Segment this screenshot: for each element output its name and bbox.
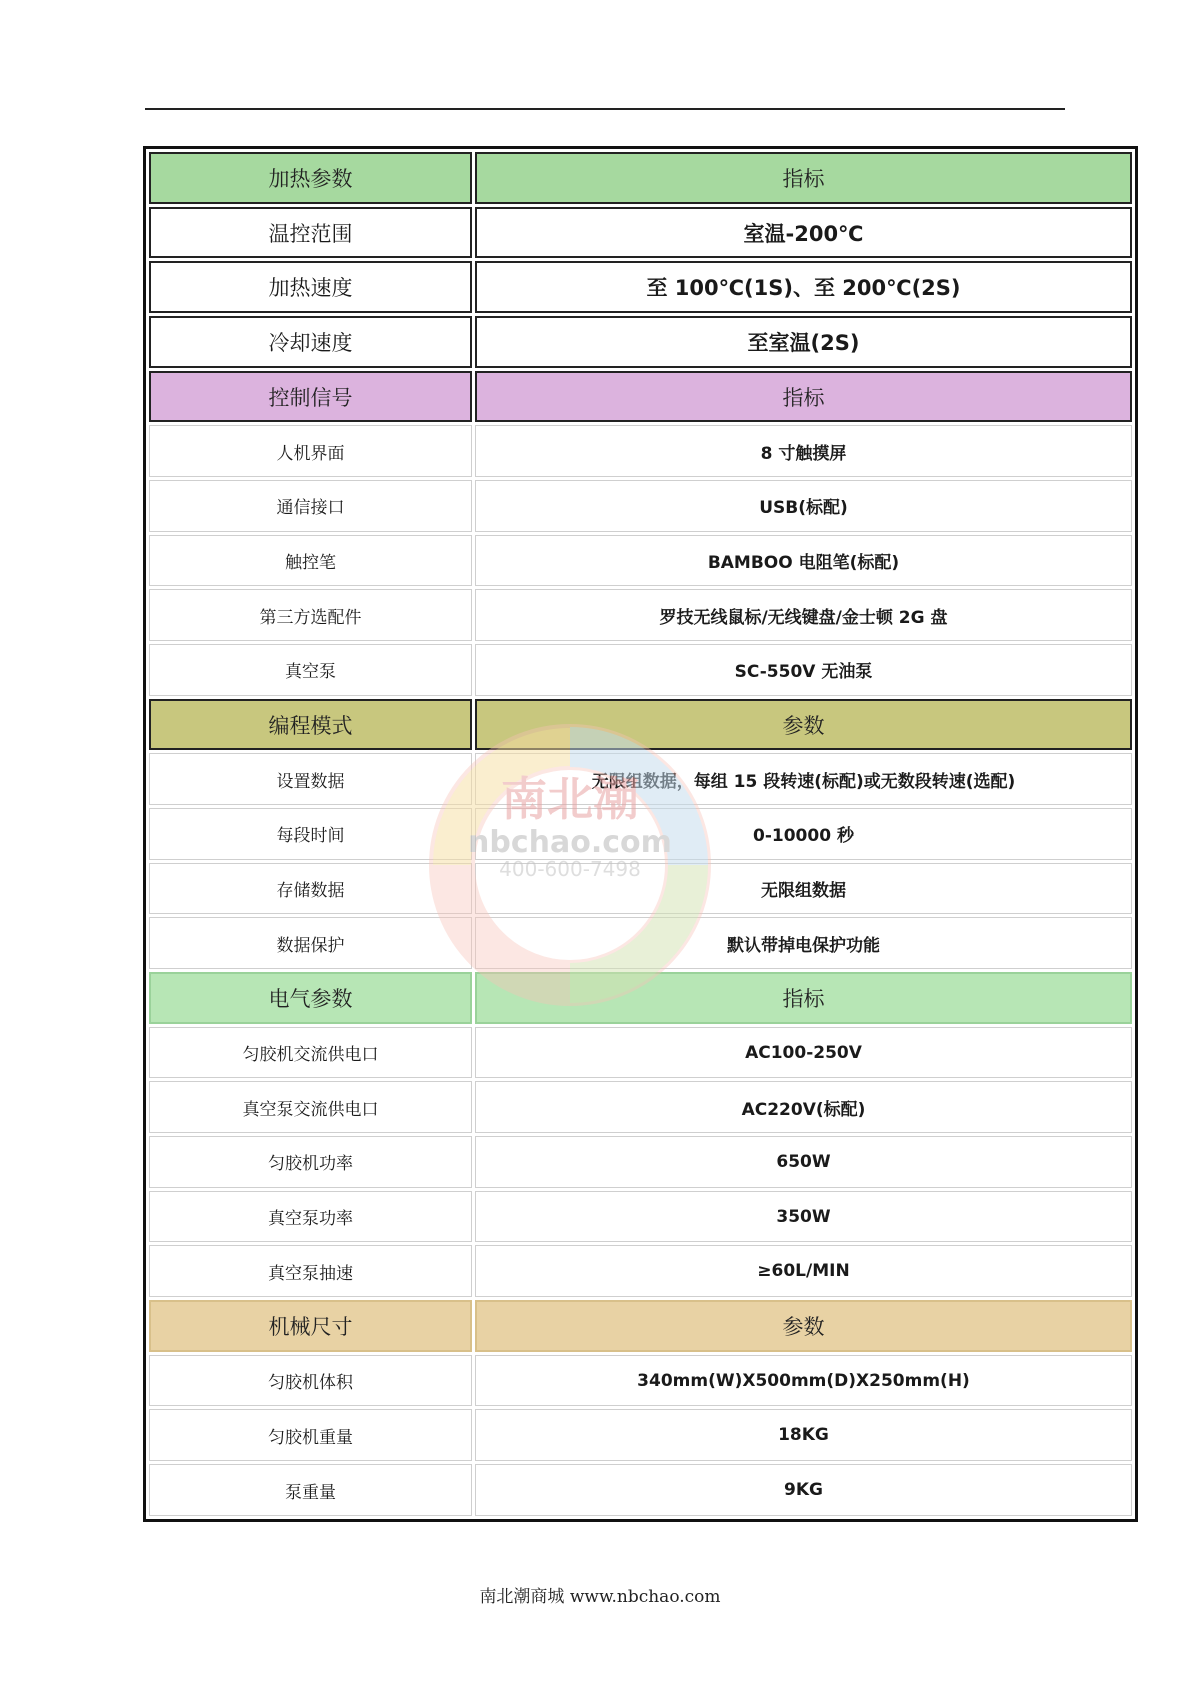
spec-param-value: 9KG xyxy=(475,1464,1132,1516)
spec-table xyxy=(143,146,1138,1522)
spec-row xyxy=(149,917,1132,969)
spec-param-value: 至 100℃(1S)、至 200℃(2S) xyxy=(475,261,1132,313)
section-header-row xyxy=(149,371,1132,423)
spec-param-value: AC220V(标配) xyxy=(475,1081,1132,1133)
spec-param-name: 存储数据 xyxy=(149,863,472,915)
spec-row xyxy=(149,589,1132,641)
spec-row xyxy=(149,644,1132,696)
spec-param-value: 无限组数据 xyxy=(475,863,1132,915)
spec-param-name: 真空泵功率 xyxy=(149,1191,472,1243)
spec-param-name: 每段时间 xyxy=(149,808,472,860)
spec-param-value: USB(标配) xyxy=(475,480,1132,532)
watermark-name: 南北潮 xyxy=(501,772,639,826)
spec-row xyxy=(149,535,1132,587)
spec-param-value: BAMBOO 电阻笔(标配) xyxy=(475,535,1132,587)
spec-param-name: 真空泵抽速 xyxy=(149,1245,472,1297)
spec-param-name: 加热速度 xyxy=(149,261,472,313)
spec-param-name: 第三方选配件 xyxy=(149,589,472,641)
spec-row xyxy=(149,1355,1132,1407)
spec-table-body xyxy=(149,152,1132,1516)
watermark-phone: 400-600-7498 xyxy=(499,857,641,881)
spec-param-value: ≥60L/MIN xyxy=(475,1245,1132,1297)
spec-param-value: 室温-200℃ xyxy=(475,207,1132,259)
spec-param-value: SC-550V 无油泵 xyxy=(475,644,1132,696)
spec-param-value: 8 寸触摸屏 xyxy=(475,425,1132,477)
spec-param-value: 18KG xyxy=(475,1409,1132,1461)
spec-row xyxy=(149,425,1132,477)
spec-row xyxy=(149,753,1132,805)
section-column-label: 参数 xyxy=(475,1300,1132,1352)
section-header-row xyxy=(149,1300,1132,1352)
section-title: 电气参数 xyxy=(149,972,472,1024)
spec-param-name: 泵重量 xyxy=(149,1464,472,1516)
section-title: 编程模式 xyxy=(149,699,472,751)
spec-param-name: 触控笔 xyxy=(149,535,472,587)
spec-param-value: 0-10000 秒 xyxy=(475,808,1132,860)
section-header-row xyxy=(149,699,1132,751)
page-footer: 南北潮商城 www.nbchao.com xyxy=(479,1587,721,1607)
section-title: 控制信号 xyxy=(149,371,472,423)
spec-param-name: 通信接口 xyxy=(149,480,472,532)
spec-row xyxy=(149,1191,1132,1243)
watermark-domain: nbchao.com xyxy=(468,825,672,860)
spec-param-name: 匀胶机交流供电口 xyxy=(149,1027,472,1079)
spec-param-name: 真空泵交流供电口 xyxy=(149,1081,472,1133)
spec-row xyxy=(149,1136,1132,1188)
spec-row xyxy=(149,480,1132,532)
spec-row xyxy=(149,316,1132,368)
spec-param-name: 真空泵 xyxy=(149,644,472,696)
spec-row xyxy=(149,1409,1132,1461)
spec-param-value: 罗技无线鼠标/无线键盘/金士顿 2G 盘 xyxy=(475,589,1132,641)
spec-row xyxy=(149,1245,1132,1297)
section-title: 机械尺寸 xyxy=(149,1300,472,1352)
spec-row xyxy=(149,207,1132,259)
spec-param-name: 人机界面 xyxy=(149,425,472,477)
section-column-label: 指标 xyxy=(475,972,1132,1024)
section-column-label: 参数 xyxy=(475,699,1132,751)
section-title: 加热参数 xyxy=(149,152,472,204)
spec-row xyxy=(149,1464,1132,1516)
spec-row xyxy=(149,1081,1132,1133)
spec-param-name: 匀胶机功率 xyxy=(149,1136,472,1188)
spec-param-value: 无限组数据，每组 15 段转速(标配)或无数段转速(选配) xyxy=(475,753,1132,805)
spec-param-name: 冷却速度 xyxy=(149,316,472,368)
spec-param-name: 数据保护 xyxy=(149,917,472,969)
section-header-row xyxy=(149,152,1132,204)
spec-param-value: 650W xyxy=(475,1136,1132,1188)
spec-param-value: 默认带掉电保护功能 xyxy=(475,917,1132,969)
spec-row xyxy=(149,863,1132,915)
spec-row xyxy=(149,1027,1132,1079)
spec-row xyxy=(149,261,1132,313)
spec-param-value: 350W xyxy=(475,1191,1132,1243)
spec-row xyxy=(149,808,1132,860)
spec-param-name: 设置数据 xyxy=(149,753,472,805)
header-rule xyxy=(145,108,1065,110)
spec-param-name: 温控范围 xyxy=(149,207,472,259)
spec-param-name: 匀胶机重量 xyxy=(149,1409,472,1461)
spec-param-value: AC100-250V xyxy=(475,1027,1132,1079)
section-header-row xyxy=(149,972,1132,1024)
spec-param-value: 至室温(2S) xyxy=(475,316,1132,368)
spec-param-name: 匀胶机体积 xyxy=(149,1355,472,1407)
section-column-label: 指标 xyxy=(475,152,1132,204)
spec-param-value: 340mm(W)X500mm(D)X250mm(H) xyxy=(475,1355,1132,1407)
section-column-label: 指标 xyxy=(475,371,1132,423)
